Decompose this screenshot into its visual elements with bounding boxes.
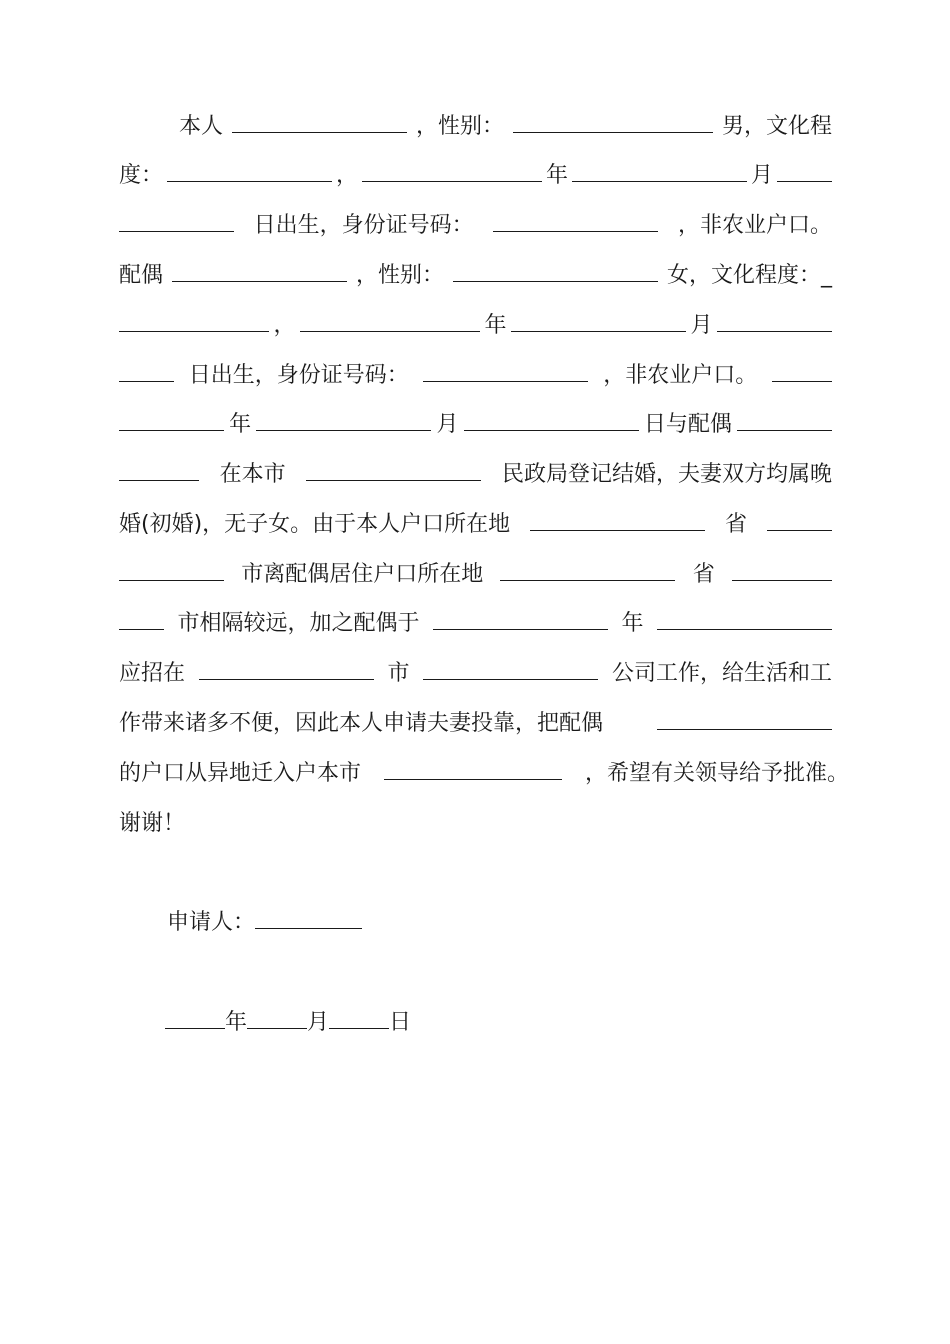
education-blank[interactable]	[167, 161, 332, 182]
spouse-city-blank[interactable]	[732, 560, 832, 581]
text-segment: 年	[621, 611, 644, 636]
date-line	[165, 1008, 411, 1038]
name-blank[interactable]	[232, 112, 407, 133]
text-segment: ，非农业户口。	[677, 213, 832, 238]
text-line-8	[119, 460, 832, 490]
city-blank-cont[interactable]	[119, 560, 224, 581]
marriage-year-blank[interactable]	[772, 361, 832, 382]
text-line-4	[119, 261, 832, 291]
employment-year-blank[interactable]	[433, 609, 608, 630]
spouse-birth-day-blank-cont[interactable]	[119, 361, 174, 382]
text-line-14	[119, 759, 849, 789]
date-month-label: 月	[307, 1010, 330, 1035]
text-segment: 日与配偶	[643, 412, 732, 437]
marriage-month-blank[interactable]	[256, 410, 431, 431]
applicant-signature	[167, 908, 362, 938]
text-line-7	[119, 410, 832, 440]
text-segment: ，性别：	[415, 114, 504, 139]
text-segment: ，非农业户口。	[603, 363, 758, 388]
text-segment: 月	[690, 313, 713, 338]
spouse-birth-month-blank[interactable]	[511, 311, 686, 332]
text-segment: 度：	[119, 163, 164, 188]
text-segment: ，	[273, 313, 296, 338]
spouse-id-number-blank[interactable]	[423, 361, 588, 382]
id-number-blank[interactable]	[493, 211, 658, 232]
text-line-1	[119, 112, 832, 142]
text-line-12	[119, 659, 832, 689]
text-line-10	[119, 560, 832, 590]
text-segment: 月	[750, 163, 773, 188]
text-segment: 婚(初婚)，无子女。由于本人户口所在地	[119, 512, 511, 537]
spouse-education-blank[interactable]	[119, 311, 269, 332]
text-line-11	[119, 609, 832, 639]
district-blank[interactable]	[306, 460, 481, 481]
spouse-name-blank[interactable]	[172, 261, 347, 282]
marriage-day-blank[interactable]	[464, 410, 639, 431]
text-segment: 市相隔较远，加之配偶于	[177, 611, 420, 636]
text-segment: 谢谢！	[119, 811, 186, 836]
text-segment: 女，文化程度：_	[666, 263, 832, 288]
city-blank[interactable]	[767, 510, 832, 531]
spouse-name-blank-2[interactable]	[737, 410, 832, 431]
text-segment: 月	[436, 412, 459, 437]
date-year-blank[interactable]	[165, 1008, 225, 1029]
marriage-year-blank-cont[interactable]	[119, 410, 224, 431]
text-segment: 民政局登记结婚，夫妻双方均属晚	[501, 462, 832, 487]
text-segment: ，	[335, 163, 358, 188]
destination-blank[interactable]	[384, 759, 562, 780]
text-line-15	[119, 809, 185, 839]
text-line-3	[119, 211, 832, 241]
birth-month-blank[interactable]	[572, 161, 747, 182]
spouse-birth-day-blank[interactable]	[717, 311, 832, 332]
gender-blank[interactable]	[513, 112, 713, 133]
text-segment: 市	[387, 661, 410, 686]
date-day-blank[interactable]	[329, 1008, 389, 1029]
spouse-name-blank-3[interactable]	[657, 709, 832, 730]
date-day-label: 日	[389, 1010, 412, 1035]
date-year-label: 年	[225, 1010, 248, 1035]
text-segment: 年	[545, 163, 568, 188]
spouse-gender-blank[interactable]	[453, 261, 658, 282]
text-segment: 在本市	[219, 462, 286, 487]
text-line-13	[119, 709, 832, 739]
date-month-blank[interactable]	[247, 1008, 307, 1029]
spouse-birth-year-blank[interactable]	[300, 311, 480, 332]
text-segment: 省	[692, 562, 715, 587]
spouse-city-blank-cont[interactable]	[119, 609, 164, 630]
text-segment: 年	[484, 313, 507, 338]
birth-year-blank[interactable]	[362, 161, 542, 182]
applicant-signature-blank[interactable]	[255, 908, 362, 929]
text-line-9	[119, 510, 832, 540]
work-city-blank[interactable]	[199, 659, 374, 680]
text-segment: 公司工作，给生活和工	[611, 661, 832, 686]
spouse-name-blank-2-cont[interactable]	[119, 460, 199, 481]
text-segment: 市离配偶居住户口所在地	[241, 562, 484, 587]
text-segment: 的户口从异地迁入户本市	[119, 761, 362, 786]
text-segment: ，性别：	[355, 263, 444, 288]
birth-day-blank-cont[interactable]	[119, 211, 234, 232]
text-line-6	[119, 361, 832, 391]
text-segment: 省	[725, 512, 748, 537]
company-blank[interactable]	[423, 659, 598, 680]
text-segment: 年	[229, 412, 252, 437]
text-segment: ，希望有关领导给予批准。	[584, 761, 849, 786]
text-line-5	[119, 311, 832, 341]
text-line-2	[119, 161, 832, 191]
birth-day-blank[interactable]	[777, 161, 832, 182]
text-segment: 日出生，身份证号码：	[188, 363, 409, 388]
text-segment: 本人	[179, 114, 224, 139]
applicant-label: 申请人：	[167, 910, 256, 935]
text-segment: 日出生，身份证号码：	[253, 213, 474, 238]
province-blank[interactable]	[530, 510, 705, 531]
text-segment: 应招在	[119, 661, 186, 686]
text-segment: 作带来诸多不便，因此本人申请夫妻投靠，把配偶	[119, 711, 604, 736]
spouse-province-blank[interactable]	[500, 560, 675, 581]
text-segment: 男，文化程	[721, 114, 832, 139]
text-segment: 配偶	[119, 263, 164, 288]
employment-month-blank[interactable]	[657, 609, 832, 630]
